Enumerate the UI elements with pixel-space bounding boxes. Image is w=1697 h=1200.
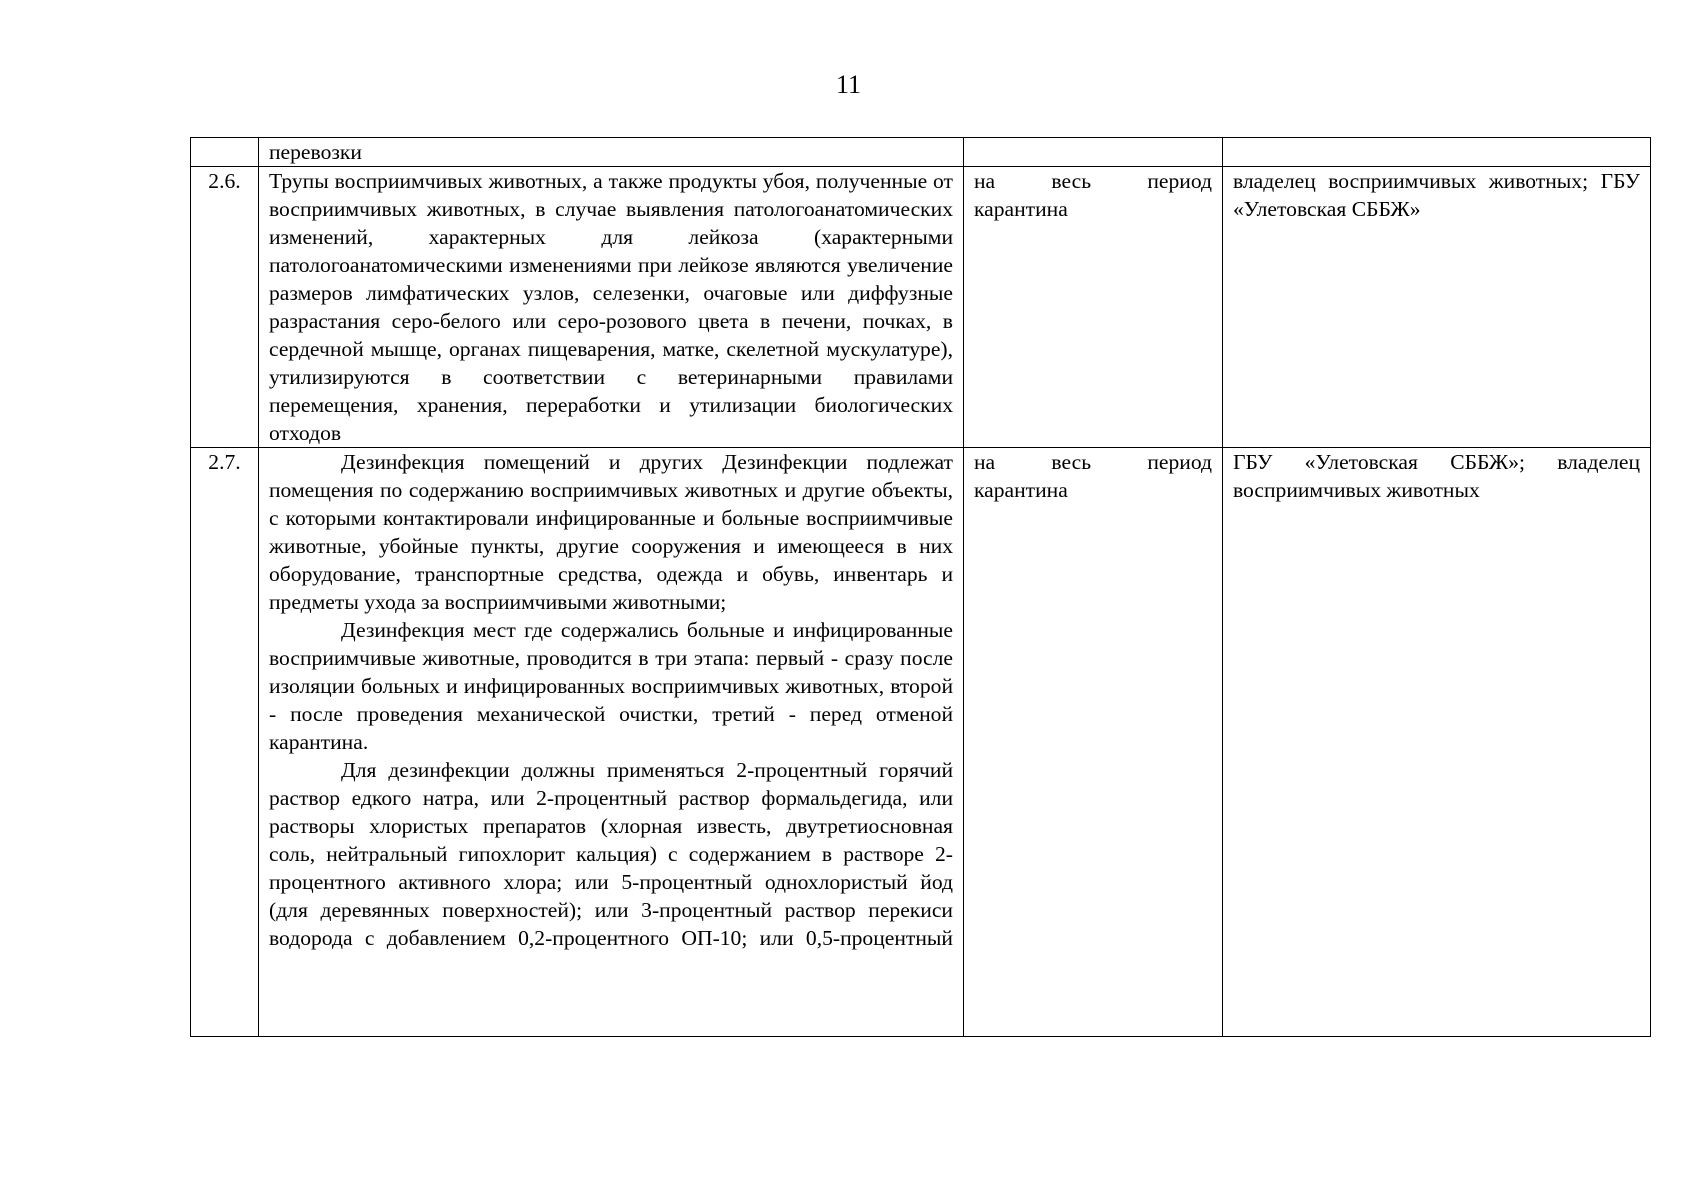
measures-table <box>190 137 1651 1037</box>
term-line: на весь период <box>974 169 1212 193</box>
term-cell <box>964 167 1223 448</box>
action-paragraph: Дезинфекция помещений и других Дезинфекции подлежат помещения по содержанию восприимчивых животных и другие объекты, с которыми контактировали инфицированные и больные восприимчивые животные, убойные пункты, другие сооружения и имеющееся в них оборудование, транспортные средства, одежда и обувь, инвентарь и предметы ухода за восприимчивыми животными; <box>269 450 953 614</box>
page-number: 11 <box>835 70 862 99</box>
row-number <box>191 138 259 167</box>
action-cell <box>259 448 964 1037</box>
responsible-cell <box>1223 138 1651 167</box>
responsible-cell: ГБУ «Улетовская СББЖ»; владелец восприимчивых животных <box>1223 448 1651 1037</box>
term-line: на весь период <box>974 450 1212 474</box>
row-number: 2.6. <box>191 167 259 448</box>
table-row <box>191 167 1651 448</box>
term-line: карантина <box>974 197 1068 221</box>
term-cell <box>964 138 1223 167</box>
row-number: 2.7. <box>191 448 259 1037</box>
action-cell: Трупы восприимчивых животных, а также продукты убоя, полученные от восприимчивых животных, в случае выявления патологоанатомических изменений, характерных для лейкоза (характерными патологоанатомическими изменениями при лейкозе являются увеличение размеров лимфатических узлов, селезенки, очаговые или диффузные разрастания серо-белого или серо-розового цвета в печени, почках, в сердечной мышце, органах пищеварения, матке, скелетной мускулатуре), утилизируются в соответствии с ветеринарными правилами перемещения, хранения, переработки и утилизации биологических отходов <box>259 167 964 448</box>
action-paragraph: Дезинфекция мест где содержались больные и инфицированные восприимчивые животные, проводится в три этапа: первый - сразу после изоляции больных и инфицированных восприимчивых животных, второй - после проведения механической очистки, третий - перед отменой карантина. <box>269 618 953 754</box>
table-row <box>191 448 1651 1037</box>
action-cell: перевозки <box>259 138 964 167</box>
responsible-cell: владелец восприимчивых животных; ГБУ «Улетовская СББЖ» <box>1223 167 1651 448</box>
term-line: карантина <box>974 478 1068 502</box>
action-paragraph: Для дезинфекции должны применяться 2-процентный горячий раствор едкого натра, или 2-процентный раствор формальдегида, или растворы хлористых препаратов (хлорная известь, двутретиосновная соль, нейтральный гипохлорит кальция) с содержанием в растворе 2-процентного активного хлора; или 5-процентный однохлористый йод (для деревянных поверхностей); или 3-процентный раствор перекиси водорода с добавлением 0,2-процентного ОП-10; или 0,5-процентный <box>269 758 953 950</box>
table-row <box>191 138 1651 167</box>
action-text-block <box>269 448 953 1036</box>
term-cell <box>964 448 1223 1037</box>
